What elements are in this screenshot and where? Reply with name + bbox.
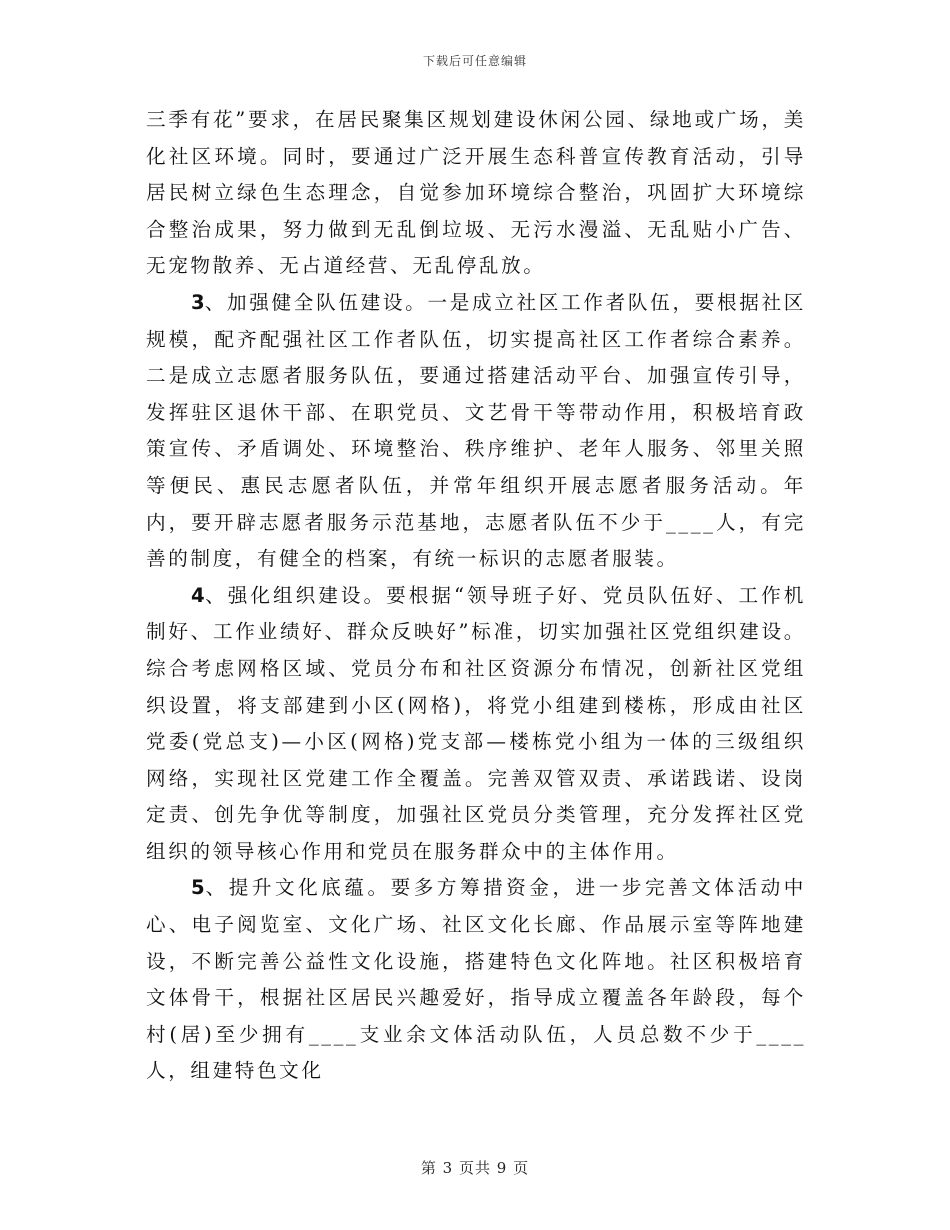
document-body: [146, 102, 806, 1090]
page-footer: 第 3 页共 9 页: [420, 1159, 530, 1177]
paragraph-number: 4: [191, 583, 205, 607]
paragraph-text: 三季有花”要求，在居民聚集区规划建设休闲公园、绿地或广场，美化社区环境。同时，要通过广泛开展生态科普宣传教育活动，引导居民树立绿色生态理念，自觉参加环境综合整治，巩固扩大环境综合整治成果，努力做到无乱倒垃圾、无污水漫溢、无乱贴小广告、无宠物散养、无占道经营、无乱停乱放。: [146, 108, 806, 278]
paragraph-text: 、提升文化底蕴。要多方筹措资金，进一步完善文体活动中心、电子阅览室、文化广场、社区文化长廊、作品展示室等阵地建设，不断完善公益性文化设施，搭建特色文化阵地。社区积极培育文体骨干，根据社区居民兴趣爱好，指导成立覆盖各年龄段，每个村(居)至少拥有____支业余文体活动队伍，人员总数不少于____人，组建特色文化: [146, 876, 806, 1083]
paragraph-organization-building: [146, 578, 806, 871]
paragraph-team-building: [146, 285, 806, 578]
page-header: 下载后可任意编辑: [422, 54, 527, 68]
paragraph-environment-continued: [146, 102, 806, 285]
paragraph-number: 5: [191, 876, 205, 900]
paragraph-number: 3: [191, 290, 205, 314]
paragraph-text: 、强化组织建设。要根据“领导班子好、党员队伍好、工作机制好、工作业绩好、群众反映好”标准，切实加强社区党组织建设。综合考虑网格区域、党员分布和社区资源分布情况，创新社区党组织设置，将支部建到小区(网格)，将党小组建到楼栋，形成由社区党委(党总支)—小区(网格)党支部—楼栋党小组为一体的三级组织网络，实现社区党建工作全覆盖。完善双管双责、承诺践诺、设岗定责、创先争优等制度，加强社区党员分类管理，充分发挥社区党组织的领导核心作用和党员在服务群众中的主体作用。: [146, 583, 806, 863]
paragraph-culture: [146, 870, 806, 1090]
paragraph-text: 、加强健全队伍建设。一是成立社区工作者队伍，要根据社区规模，配齐配强社区工作者队伍，切实提高社区工作者综合素养。二是成立志愿者服务队伍，要通过搭建活动平台、加强宣传引导，发挥驻区退休干部、在职党员、文艺骨干等带动作用，积极培育政策宣传、矛盾调处、环境整治、秩序维护、老年人服务、邻里关照等便民、惠民志愿者队伍，并常年组织开展志愿者服务活动。年内，要开辟志愿者服务示范基地，志愿者队伍不少于____人，有完善的制度，有健全的档案，有统一标识的志愿者服装。: [146, 290, 806, 571]
